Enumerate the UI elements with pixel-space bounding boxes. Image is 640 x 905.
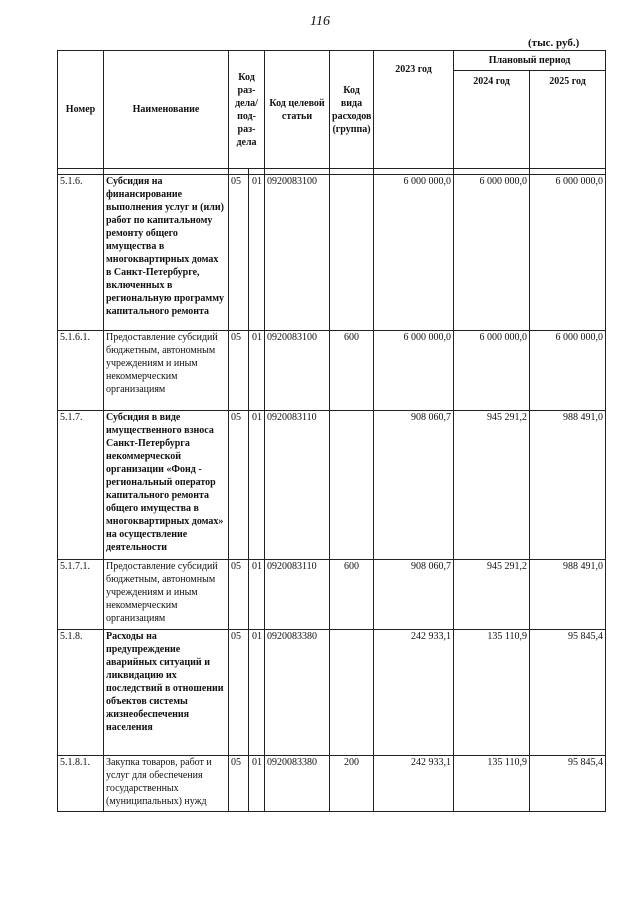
row-expense-type: 600 bbox=[330, 560, 374, 630]
table-row bbox=[58, 411, 606, 560]
header-number: Номер bbox=[58, 51, 104, 169]
row-2025: 988 491,0 bbox=[530, 411, 606, 560]
header-year-2023: 2023 год bbox=[374, 51, 454, 169]
row-2023: 6 000 000,0 bbox=[374, 331, 454, 411]
row-2023: 908 060,7 bbox=[374, 411, 454, 560]
row-expense-type bbox=[330, 630, 374, 756]
row-subsection: 01 bbox=[249, 560, 265, 630]
row-subsection: 01 bbox=[249, 630, 265, 756]
header-section: Код раз-дела/ под-раз-дела bbox=[229, 51, 265, 169]
header-target: Код целевой статьи bbox=[265, 51, 330, 169]
row-2025: 6 000 000,0 bbox=[530, 331, 606, 411]
row-subsection: 01 bbox=[249, 175, 265, 331]
row-2023: 242 933,1 bbox=[374, 630, 454, 756]
row-2024: 945 291,2 bbox=[454, 560, 530, 630]
row-number: 5.1.6. bbox=[58, 175, 104, 331]
table-row bbox=[58, 756, 606, 812]
row-2025: 95 845,4 bbox=[530, 630, 606, 756]
row-name: Закупка товаров, работ и услуг для обеспечения государственных (муниципальных) нужд bbox=[104, 756, 229, 812]
row-section: 05 bbox=[229, 630, 249, 756]
header-name: Наименование bbox=[104, 51, 229, 169]
row-2024: 135 110,9 bbox=[454, 756, 530, 812]
row-2025: 6 000 000,0 bbox=[530, 175, 606, 331]
row-number: 5.1.6.1. bbox=[58, 331, 104, 411]
row-section: 05 bbox=[229, 331, 249, 411]
row-target: 0920083100 bbox=[265, 175, 330, 331]
row-expense-type bbox=[330, 175, 374, 331]
row-name: Субсидия в виде имущественного взноса Санкт-Петербурга некоммерческой организации «Фонд - региональный оператор капитального ремонта общего имущества в многоквартирных домах» на осуществление деятельности bbox=[104, 411, 229, 560]
page-number: 116 bbox=[310, 14, 330, 29]
row-number: 5.1.7. bbox=[58, 411, 104, 560]
row-section: 05 bbox=[229, 175, 249, 331]
row-2025: 95 845,4 bbox=[530, 756, 606, 812]
row-name: Предоставление субсидий бюджетным, автономным учреждениям и иным некоммерческим организациям bbox=[104, 560, 229, 630]
row-name: Расходы на предупреждение аварийных ситуаций и ликвидацию их последствий в отношении объектов системы жизнеобеспечения населения bbox=[104, 630, 229, 756]
row-section: 05 bbox=[229, 411, 249, 560]
row-2024: 6 000 000,0 bbox=[454, 331, 530, 411]
row-subsection: 01 bbox=[249, 756, 265, 812]
table-row bbox=[58, 331, 606, 411]
row-target: 0920083380 bbox=[265, 756, 330, 812]
row-2025: 988 491,0 bbox=[530, 560, 606, 630]
row-subsection: 01 bbox=[249, 331, 265, 411]
row-number: 5.1.8.1. bbox=[58, 756, 104, 812]
units-label: (тыс. руб.) bbox=[528, 37, 580, 49]
table-row bbox=[58, 175, 606, 331]
row-2023: 6 000 000,0 bbox=[374, 175, 454, 331]
row-section: 05 bbox=[229, 560, 249, 630]
row-section: 05 bbox=[229, 756, 249, 812]
row-target: 0920083380 bbox=[265, 630, 330, 756]
budget-table bbox=[57, 50, 606, 812]
header-year-2025: 2025 год bbox=[530, 71, 606, 169]
row-2024: 135 110,9 bbox=[454, 630, 530, 756]
row-2024: 945 291,2 bbox=[454, 411, 530, 560]
row-number: 5.1.7.1. bbox=[58, 560, 104, 630]
row-target: 0920083110 bbox=[265, 560, 330, 630]
row-target: 0920083110 bbox=[265, 411, 330, 560]
row-expense-type bbox=[330, 411, 374, 560]
row-expense-type: 200 bbox=[330, 756, 374, 812]
row-2023: 242 933,1 bbox=[374, 756, 454, 812]
row-2024: 6 000 000,0 bbox=[454, 175, 530, 331]
header-planned-period: Плановый период bbox=[454, 51, 606, 71]
table-row bbox=[58, 630, 606, 756]
row-subsection: 01 bbox=[249, 411, 265, 560]
table-row bbox=[58, 560, 606, 630]
header-expense-type: Код вида расходов (группа) bbox=[330, 51, 374, 169]
row-name: Предоставление субсидий бюджетным, автономным учреждениям и иным некоммерческим организациям bbox=[104, 331, 229, 411]
row-2023: 908 060,7 bbox=[374, 560, 454, 630]
row-target: 0920083100 bbox=[265, 331, 330, 411]
row-number: 5.1.8. bbox=[58, 630, 104, 756]
header-year-2024: 2024 год bbox=[454, 71, 530, 169]
row-expense-type: 600 bbox=[330, 331, 374, 411]
row-name: Субсидия на финансирование выполнения услуг и (или) работ по капитальному ремонту общего имущества в многоквартирных домах в Санкт-Петербурге, включенных в региональную программу капитального ремонта bbox=[104, 175, 229, 331]
